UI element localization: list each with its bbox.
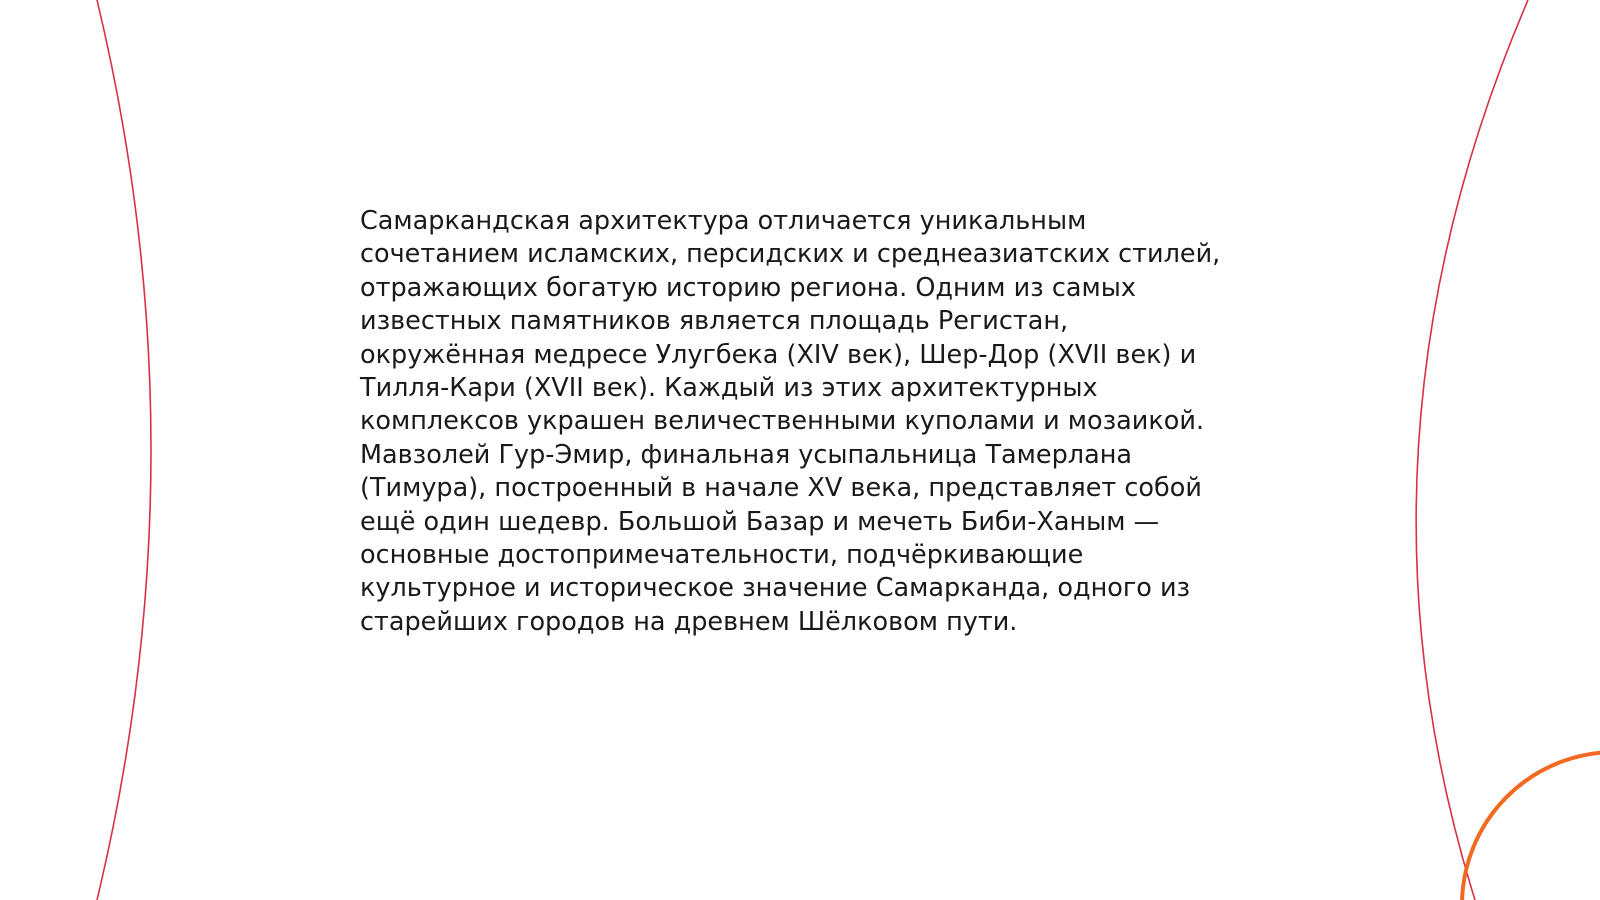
left-arc-line	[97, 0, 151, 900]
body-text: Самаркандская архитектура отличается уникальным сочетанием исламских, персидских и среднеазиатских стилей, отражающих богатую историю региона. Одним из самых известных памятников является площадь Регистан, окружённая медресе Улугбека (XIV век), Шер-Дор (XVII век) и Тилля-Кари (XVII век). Каждый из этих архитектурных комплексов украшен величественными куполами и мозаикой. Мавзолей Гур-Эмир, финальная усыпальница Тамерлана (Тимура), построенный в начале XV века, представляет собой ещё один шедевр. Большой Базар и мечеть Биби-Ханым — основные достопримечательности, подчёркивающие культурное и историческое значение Самарканда, одного из старейших городов на древнем Шёлковом пути.	[360, 206, 1221, 637]
right-arc-line	[1416, 0, 1528, 900]
accent-circle	[1462, 752, 1600, 900]
